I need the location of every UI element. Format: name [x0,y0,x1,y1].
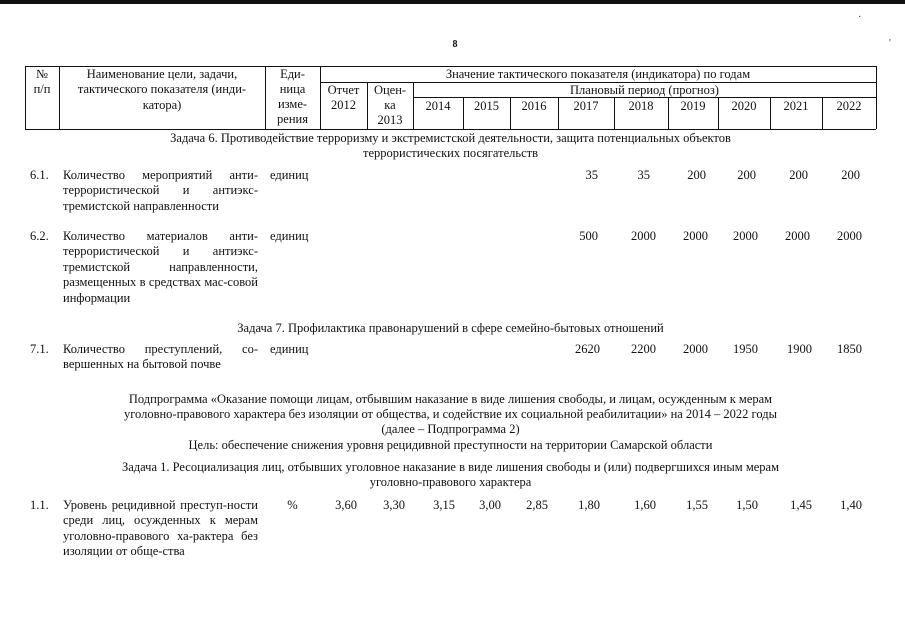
grid-line [59,66,60,129]
row-6-1-value: 35 [637,168,650,182]
header-num-line2: п/п [33,82,51,96]
row-6-1-value: 200 [841,168,860,182]
header-year: 2017 [573,99,599,113]
row-7-1-value: 1900 [787,342,812,356]
task6-heading-line2: террористических посягательств [363,146,538,160]
row-7-1-value: 2200 [631,342,656,356]
header-estimate-line1: Оцен- [373,83,407,97]
row-6-1-num: 6.1. [30,168,49,182]
row-7-1-value: 2620 [575,342,600,356]
row-7-1-value: 2000 [683,342,708,356]
header-unit-line3: изме- [277,97,308,111]
header-name: Наименование цели, задачи, тактического показателя (инди-катора) [77,67,247,112]
header-plan-title: Плановый период (прогноз) [570,83,719,97]
row-1-1-value: 1,55 [686,498,708,512]
header-year: 2022 [836,99,862,113]
row-6-2-value: 2000 [733,229,758,243]
row-1-1-value: 1,40 [840,498,862,512]
row-1-1-value: 1,80 [578,498,600,512]
header-year: 2020 [731,99,757,113]
header-unit-line1: Еди- [280,67,305,81]
row-6-2-num: 6.2. [30,229,49,243]
header-year: 2015 [474,99,499,113]
subprogram-title-line3: (далее – Подпрограмма 2) [381,422,520,436]
header-unit-line4: рения [277,112,308,126]
row-7-1-name: Количество преступлений, со-вершенных на бытовой почве [63,342,258,372]
row-6-1-value: 35 [585,168,598,182]
row-1-1-num: 1.1. [30,498,49,512]
row-1-1-value: 1,45 [790,498,812,512]
row-6-1-unit: единиц [270,168,309,182]
grid-line [25,129,876,130]
row-1-1-value: 2,85 [526,498,548,512]
row-7-1-value: 1950 [733,342,758,356]
row-6-2-name: Количество материалов анти-террористической и антиэкс-тремистской направленности, размещенных в средствах мас-совой информации [63,229,258,305]
header-year: 2018 [628,99,654,113]
row-1-1-value: 1,50 [736,498,758,512]
row-1-1-value: 3,60 [335,498,357,512]
row-6-2-value: 2000 [683,229,708,243]
header-estimate-line3: 2013 [377,113,403,127]
row-7-1-value: 1850 [837,342,862,356]
task7-heading: Задача 7. Профилактика правонарушений в сфере семейно-бытовых отношений [237,321,664,335]
task1-heading-line2: уголовно-правового характера [369,475,532,489]
row-1-1-value: 3,00 [479,498,501,512]
scan-speck: · [858,12,862,23]
header-year: 2019 [680,99,706,113]
row-6-2-value: 2000 [785,229,810,243]
task1-heading-line1: Задача 1. Ресоциализация лиц, отбывших уголовное наказание в виде лишения свободы и (или) подвергшихся иным мерам [121,460,780,474]
row-7-1-unit: единиц [270,342,309,356]
header-report-line2: 2012 [331,98,356,112]
row-6-1-value: 200 [737,168,756,182]
row-6-2-value: 2000 [631,229,656,243]
subprogram-goal: Цель: обеспечение снижения уровня рецидивной преступности на территории Самарской области [188,438,713,452]
task6-heading-line1: Задача 6. Противодействие терроризму и экстремистской деятельности, защита потенциальных объектов [170,131,731,145]
subprogram-title-line2: уголовно-правового характера без изоляции от общества, и содействие их социальной реабилитации» на 2014 – 2022 годы [123,407,778,421]
scan-speck: ' [889,38,891,49]
page-number: 8 [452,39,458,50]
row-6-2-unit: единиц [270,229,309,243]
subprogram-title-line1: Подпрограмма «Оказание помощи лицам, отбывшим наказание в виде лишения свободы, и лицам, осужденным к мерам [128,392,773,406]
row-6-2-value: 500 [579,229,598,243]
row-7-1-num: 7.1. [30,342,49,356]
header-year: 2021 [783,99,809,113]
row-1-1-value: 1,60 [634,498,656,512]
header-estimate-line2: ка [384,98,396,112]
row-6-2-value: 2000 [837,229,862,243]
header-num-line1: № [36,67,48,81]
header-values-title: Значение тактического показателя (индикатора) по годам [445,67,751,81]
row-1-1-name: Уровень рецидивной преступ-ности среди лиц, осужденных к мерам уголовно-правового ха-рактера без изоляции от обще-ства [63,498,258,559]
row-6-1-value: 200 [789,168,808,182]
header-year: 2016 [521,99,547,113]
row-1-1-value: 3,30 [383,498,405,512]
row-1-1-unit: % [287,498,298,512]
row-6-1-name: Количество мероприятий анти-террористической и антиэкс-тремистской направленности [63,168,258,213]
header-unit-line2: ница [279,82,306,96]
row-1-1-value: 3,15 [433,498,455,512]
top-border [0,0,905,4]
header-report-line1: Отчет [327,83,360,97]
row-6-1-value: 200 [687,168,706,182]
header-year: 2014 [425,99,451,113]
grid-line [876,66,877,129]
